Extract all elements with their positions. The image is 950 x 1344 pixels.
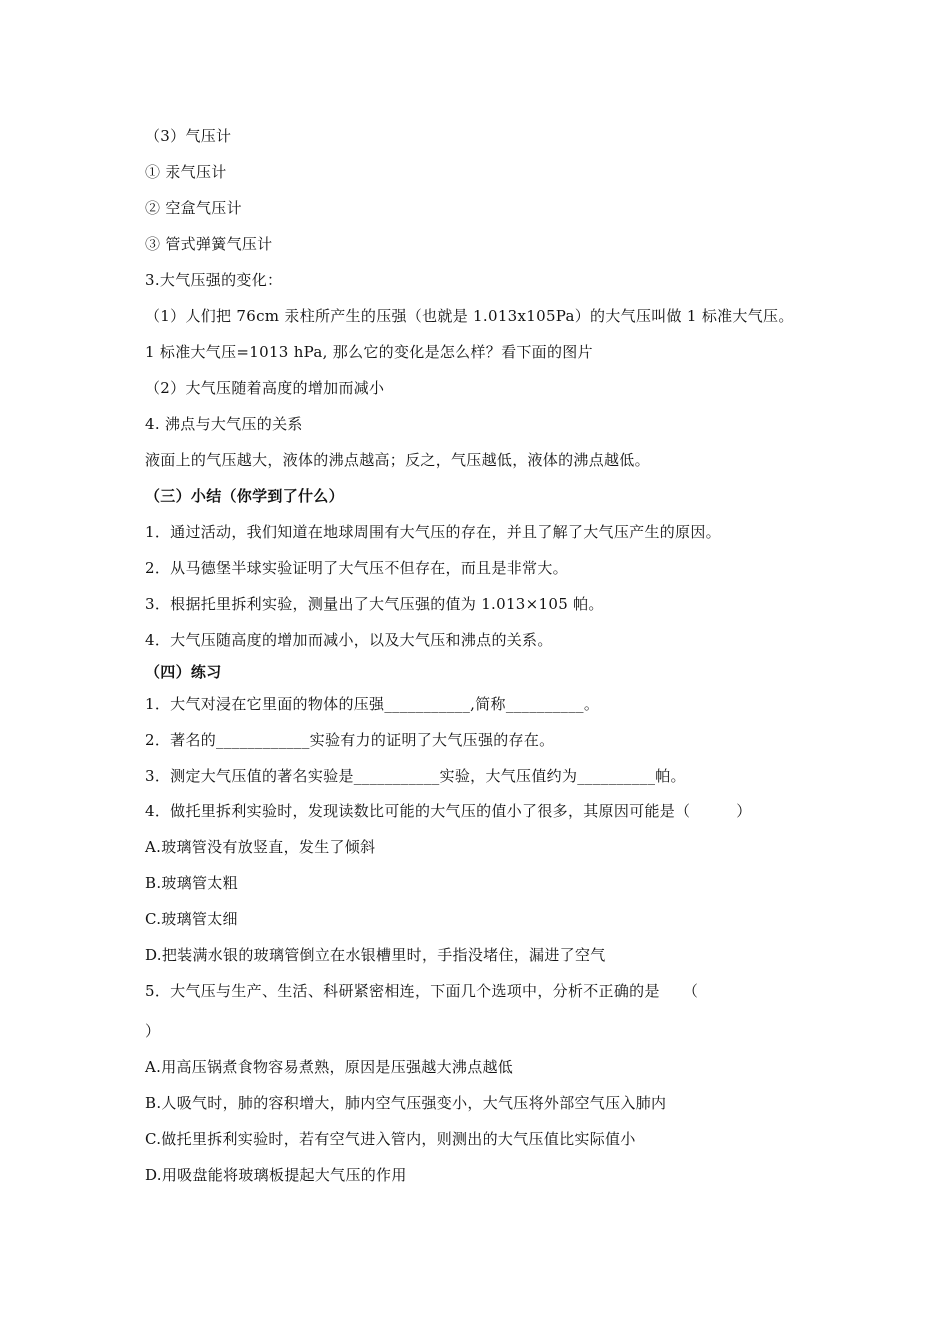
exercise-4-question: 4．做托里拆利实验时，发现读数比可能的大气压的值小了很多，其原因可能是（ ） bbox=[145, 802, 752, 820]
heading-summary: （三）小结（你学到了什么） bbox=[145, 487, 344, 505]
pressure-altitude-note: （2）大气压随着高度的增加而减小 bbox=[145, 379, 385, 397]
barometer-type-spring-tube: ③ 管式弹簧气压计 bbox=[145, 235, 273, 253]
exercise-5-option-d: D.用吸盘能将玻璃板提起大气压的作用 bbox=[145, 1166, 407, 1184]
exercise-5-option-a: A.用高压锅煮食物容易煮熟，原因是压强越大沸点越低 bbox=[145, 1058, 514, 1076]
exercise-5-question: 5．大气压与生产、生活、科研紧密相连，下面几个选项中，分析不正确的是 （ bbox=[145, 982, 699, 1000]
summary-item-2: 2．从马德堡半球实验证明了大气压不但存在，而且是非常大。 bbox=[145, 559, 568, 577]
section-boiling-point: 4. 沸点与大气压的关系 bbox=[145, 415, 303, 433]
heading-exercises: （四）练习 bbox=[145, 663, 222, 681]
standard-pressure-definition: （1）人们把 76cm 汞柱所产生的压强（也就是 1.013x105Pa）的大气压叫做 1 标准大气压。 bbox=[145, 307, 794, 325]
barometer-type-aneroid: ② 空盒气压计 bbox=[145, 199, 242, 217]
standard-pressure-hpa: 1 标准大气压=1013 hPa, 那么它的变化是怎么样？看下面的图片 bbox=[145, 343, 593, 361]
barometer-type-mercury: ① 汞气压计 bbox=[145, 163, 227, 181]
summary-item-4: 4．大气压随高度的增加而减小，以及大气压和沸点的关系。 bbox=[145, 631, 553, 649]
exercise-4-option-b: B.玻璃管太粗 bbox=[145, 874, 238, 892]
summary-item-1: 1．通过活动，我们知道在地球周围有大气压的存在，并且了解了大气压产生的原因。 bbox=[145, 523, 721, 541]
exercise-4-option-a: A.玻璃管没有放竖直，发生了倾斜 bbox=[145, 838, 376, 856]
exercise-1: 1．大气对浸在它里面的物体的压强___________,简称__________。 bbox=[145, 695, 600, 713]
exercise-5-option-c: C.做托里拆利实验时，若有空气进入管内，则测出的大气压值比实际值小 bbox=[145, 1130, 636, 1148]
section-pressure-change: 3.大气压强的变化： bbox=[145, 271, 283, 289]
exercise-2: 2．著名的____________实验有力的证明了大气压强的存在。 bbox=[145, 731, 555, 749]
exercise-3: 3．测定大气压值的著名实验是___________实验，大气压值约为__________帕。 bbox=[145, 767, 686, 785]
exercise-4-option-c: C.玻璃管太细 bbox=[145, 910, 238, 928]
exercise-4-option-d: D.把装满水银的玻璃管倒立在水银槽里时，手指没堵住，漏进了空气 bbox=[145, 946, 606, 964]
summary-item-3: 3．根据托里拆利实验，测量出了大气压强的值为 1.013×105 帕。 bbox=[145, 595, 604, 613]
exercise-5-bracket-close: ） bbox=[145, 1022, 161, 1040]
subsection-barometer: （3）气压计 bbox=[145, 127, 232, 145]
exercise-5-option-b: B.人吸气时，肺的容积增大，肺内空气压强变小，大气压将外部空气压入肺内 bbox=[145, 1094, 667, 1112]
boiling-point-relation: 液面上的气压越大，液体的沸点越高；反之，气压越低，液体的沸点越低。 bbox=[145, 451, 650, 469]
